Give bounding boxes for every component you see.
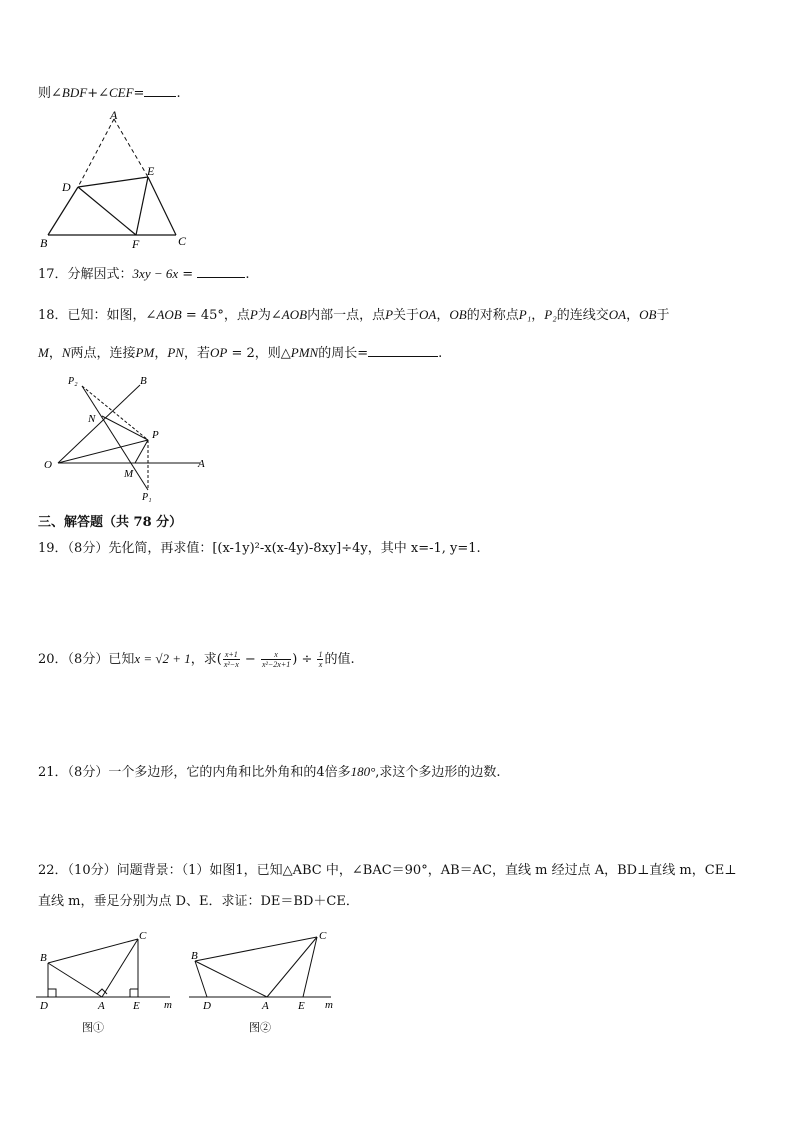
q22-f2-label-c: C [319,930,327,942]
q18-aob-2: AOB [281,307,308,322]
q22-fig1-caption: 图① [82,1022,104,1034]
q16-equals: = [133,86,145,101]
q20-div: ) ÷ [292,652,317,667]
q17-end: . [245,267,250,282]
q18-pm: PM [135,345,155,360]
q20-frac3-den: x [318,660,323,669]
q18-label-p2: P₂ [68,376,78,387]
q20-frac1-num: x+1 [224,650,238,659]
q18-text-h: 于 [656,308,670,323]
q18-text-2a: 两点，连接 [70,346,136,361]
q20-frac3-num: 1 [318,650,323,659]
q18-oa: OA [419,307,437,322]
q18-pmn: PMN [290,345,319,360]
q16-label-a: A [110,108,118,122]
q20-frac3 [317,650,323,669]
q22-f1-label-d: D [40,1000,48,1012]
q22-figure1 [30,925,190,1040]
q16-label-f: F [132,237,140,251]
q18-text-2b: ，若 [183,346,210,361]
q16-fold-df [78,187,136,235]
q18-m: M [38,345,49,360]
q18-line1 [38,306,669,325]
q18-label-n: N [88,413,96,425]
q16-label-b: B [40,236,48,250]
q20-prefix: 20．（8分）已知 [38,652,135,667]
q22-line2: 直线 m，垂足分别为点 D、E．求证：DE＝BD＋CE． [38,894,359,909]
q18-ray-ob [58,385,140,463]
q20 [38,648,355,671]
q18-oa-2: OA [608,307,627,322]
q18-text-c: 为∠ [257,308,282,323]
q18-op: OP [209,345,228,360]
q18-ob-2: OB [639,307,657,322]
q21-text-b: ,求这个多边形的边数. [375,765,501,780]
q16-text [38,82,181,103]
q17 [38,263,249,284]
q16-label-d: D [62,180,71,194]
q22-f2-bc [195,937,317,961]
q18-p2p1 [82,386,148,490]
q17-expr: 3xy − 6x [132,266,179,281]
q20-frac2 [261,650,291,669]
q22-f1-label-e: E [133,1000,140,1012]
q18-label-m: M [124,468,134,480]
q20-x-eq: x = √2 + 1 [134,651,191,666]
q22-f2-ba [195,961,267,997]
q18-text-g: 的连线交 [556,308,609,323]
q22-f1-ca [102,939,138,997]
q22-f2-label-d: D [203,1000,211,1012]
q18-pn: PN [167,345,184,360]
q22-f1-right-angle-d [48,989,56,997]
q22-f2-label-m: m [325,999,333,1011]
section3-heading: 三、解答题（共 78 分） [38,515,183,530]
q17-number: 17．分解因式： [38,267,133,282]
q16-label-e: E [147,164,155,178]
q16-answer-blank[interactable] [144,82,176,97]
q20-ask: ，求( [190,652,222,667]
q18-n: N [61,345,71,360]
q21 [38,763,501,782]
q19-text: 19．（8分）先化简，再求值：[(x-1y)²-x(x-4y)-8xy]÷4y，其中 x=-1, y=1. [38,541,481,556]
q18-comma-5: ， [154,346,168,361]
q20-frac2-num: x [261,650,291,660]
q22-f2-label-b: B [191,950,198,962]
q18-comma-4: ， [48,346,62,361]
q16-fold-ef [136,177,148,235]
q18-text-2c: = 2，则△ [227,346,291,361]
q18-aob: AOB [156,307,182,322]
q22-f1-bc [48,939,138,963]
q16-side-ec [148,177,176,235]
q18-label-p1: P₁ [142,492,152,503]
q17-answer-blank[interactable] [197,263,245,278]
q16-angle1: BDF [61,85,88,100]
q20-frac1 [223,650,240,669]
q18-p-2: P [385,307,394,322]
q22-f1-label-m: m [164,999,172,1011]
q18-comma-3: ， [626,308,640,323]
q18-text-a: 18．已知：如图，∠ [38,308,157,323]
q16-figure [30,105,200,255]
q17-equals: = [178,267,198,282]
q18-text-d: 内部一点，点 [307,308,386,323]
q18-text-2d: 的周长= [318,346,369,361]
q22-f1-label-b: B [40,952,47,964]
q22-f1-label-c: C [139,930,147,942]
q16-angle2: CEF [108,85,134,100]
q16-dashed-ad [78,119,114,187]
q18-comma: ， [436,308,450,323]
q18-text-f: 的对称点 [466,308,519,323]
q16-side-db [48,187,78,235]
q18-ob: OB [449,307,467,322]
q18-answer-blank[interactable] [368,342,438,357]
q21-degree: 180° [350,764,376,779]
q18-label-a: A [198,458,205,470]
q20-minus: − [240,652,260,667]
q21-text-a: 21．（8分）一个多边形，它的内角和比外角和的4倍多 [38,765,351,780]
q18-mp [135,440,148,463]
q16-plus: +∠ [87,86,109,101]
q18-p1: P₁ [518,307,532,322]
q18-comma-2: ， [531,308,545,323]
q16-label-c: C [178,234,187,248]
q22-figure2 [185,925,345,1040]
q22-fig2-caption: 图② [249,1022,271,1034]
q18-label-o: O [44,459,52,471]
q18-line2 [38,342,442,363]
q18-p: P [249,307,258,322]
q18-label-b: B [140,375,147,387]
q18-op [58,440,148,463]
q16-fold-de [78,177,148,187]
q20-frac2-den: x²−2x+1 [261,660,291,669]
q18-label-p: P [152,429,159,441]
q18-text-b: = 45°，点 [181,308,250,323]
q22-f1-label-a: A [98,1000,105,1012]
q22-f2-label-a: A [262,1000,269,1012]
q16-dashed-ae [114,119,148,177]
q18-p2: P₂ [544,307,557,322]
q18-text-e: 关于 [393,308,420,323]
q22-line1: 22．（10分）问题背景：（1）如图1，已知△ABC 中，∠BAC＝90°，AB＝AC，直线 m 经过点 A，BD⊥直线 m，CE⊥ [38,863,737,878]
q20-frac1-den: x²−x [223,660,239,669]
q20-suffix: 的值. [324,652,355,667]
q16-end: . [176,86,181,101]
q16-prefix: 则∠ [38,86,62,101]
q22-f2-label-e: E [298,1000,305,1012]
q18-figure [40,370,220,505]
q18-end: . [438,346,443,361]
